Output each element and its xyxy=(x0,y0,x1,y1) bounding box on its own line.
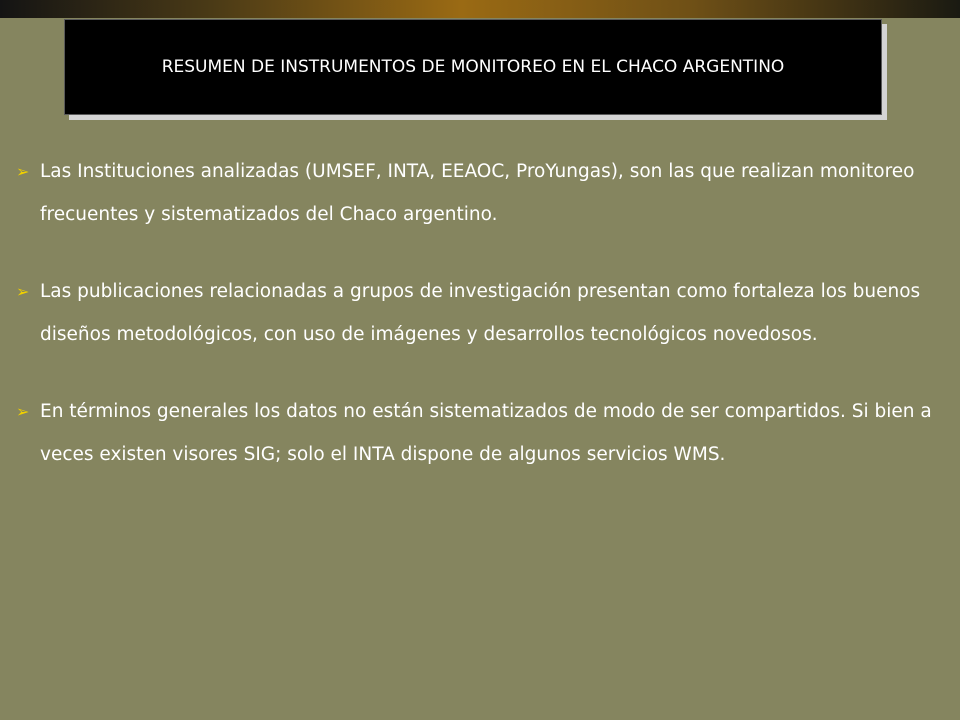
arrow-bullet-icon: ➢ xyxy=(16,162,30,181)
list-item xyxy=(16,270,946,356)
bullet-text: En términos generales los datos no están sistematizados de modo de ser compartidos. Si bien a veces existen visores SIG; solo el INTA dispone de algunos servicios WMS. xyxy=(40,401,932,465)
bullet-list xyxy=(16,150,946,510)
bullet-text: Las publicaciones relacionadas a grupos de investigación presentan como fortaleza los buenos diseños metodológicos, con uso de imágenes y desarrollos tecnológicos novedosos. xyxy=(40,281,921,345)
top-gradient-bar xyxy=(0,0,960,18)
arrow-bullet-icon: ➢ xyxy=(16,282,30,301)
bullet-text: Las Instituciones analizadas (UMSEF, INTA, EEAOC, ProYungas), son las que realizan monitoreo frecuentes y sistematizados del Chaco argentino. xyxy=(40,161,915,225)
arrow-bullet-icon: ➢ xyxy=(16,402,30,421)
title-box xyxy=(64,19,882,115)
list-item xyxy=(16,390,946,476)
slide-title: RESUMEN DE INSTRUMENTOS DE MONITOREO EN EL CHACO ARGENTINO xyxy=(161,57,785,77)
list-item xyxy=(16,150,946,236)
